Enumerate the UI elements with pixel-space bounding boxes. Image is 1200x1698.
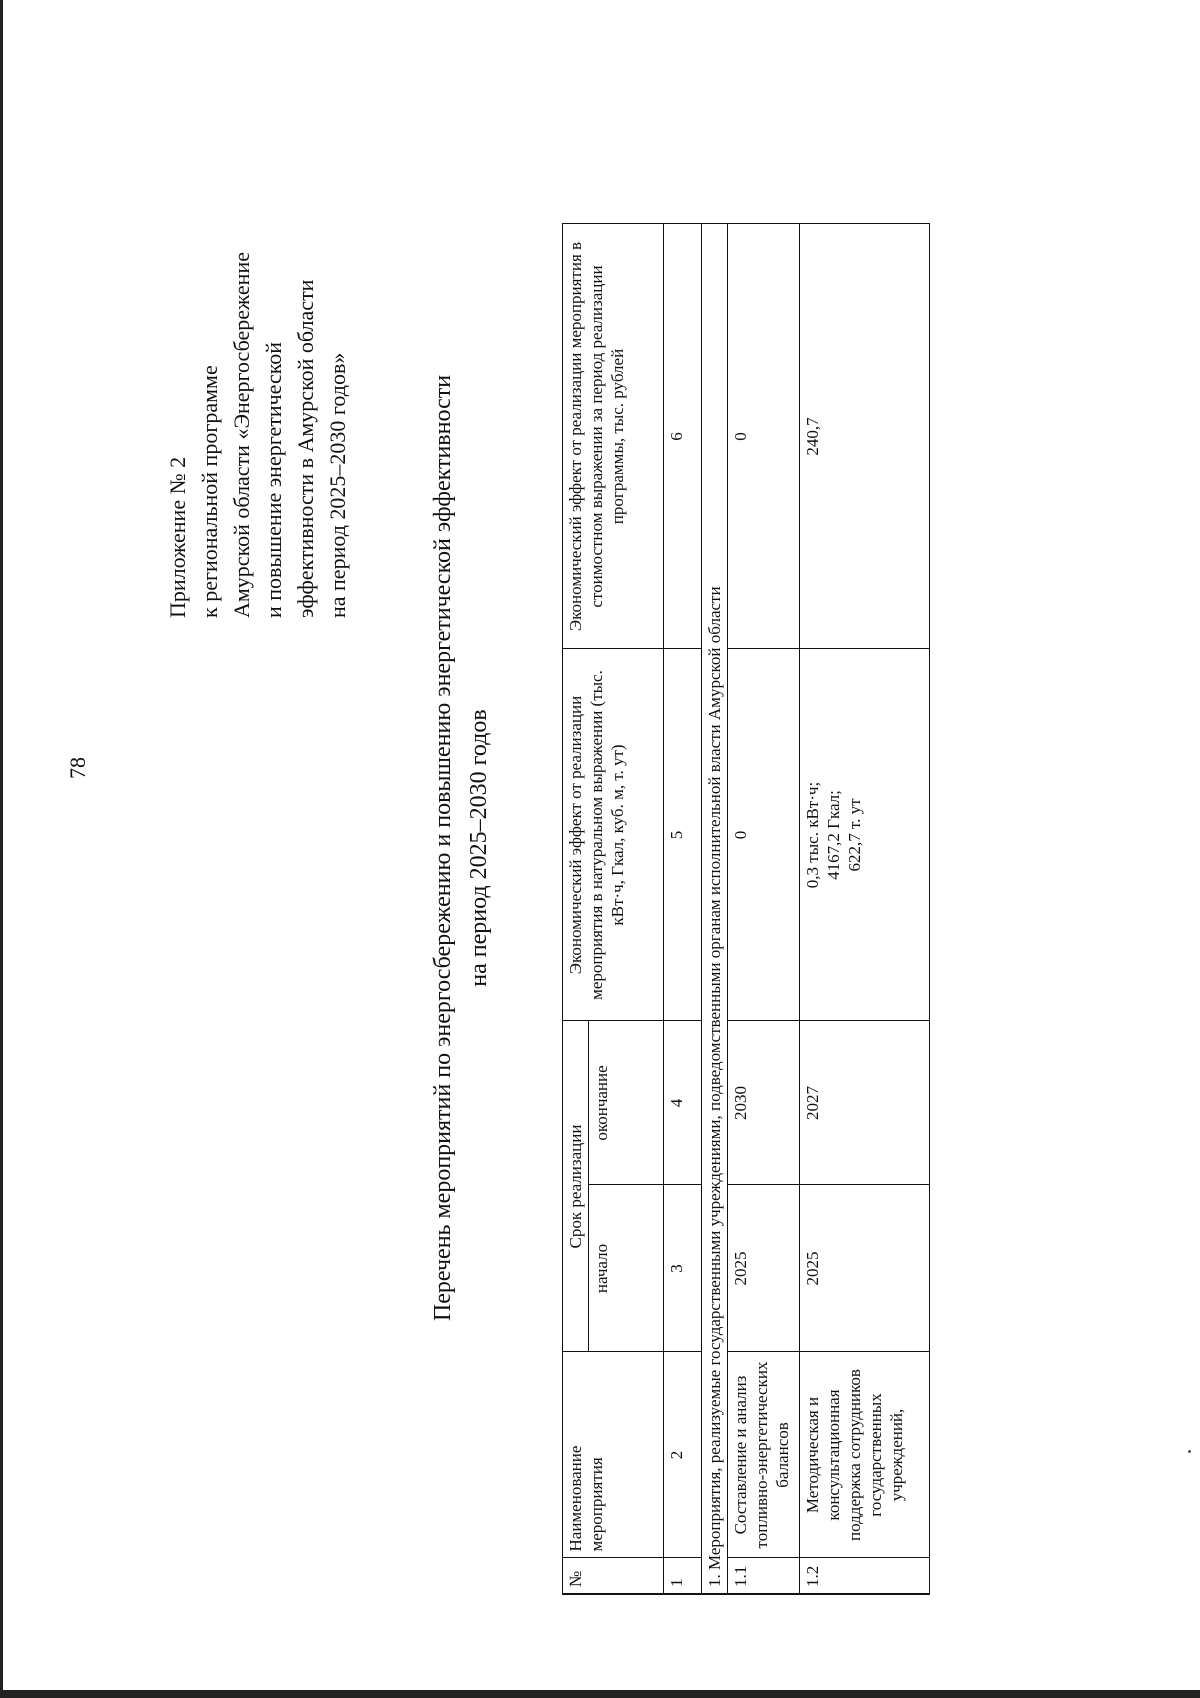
effect-natural-line: 0,3 тыс. кВт·ч; [803, 781, 822, 889]
row-effect-natural [800, 649, 930, 1021]
effect-natural-line: 622,7 т. ут [845, 798, 864, 872]
header-period: Срок реализации [563, 1021, 589, 1352]
title-line-1: Перечень мероприятий по энергосбережению и повышению энергетической эффективности [430, 374, 456, 1322]
row-name: Методическая и консультационная поддержка сотрудников государственных учреждений, [800, 1352, 930, 1558]
appendix-block [162, 138, 354, 618]
column-number: 4 [664, 1021, 702, 1185]
column-number: 5 [664, 649, 702, 1021]
row-end: 2027 [800, 1021, 930, 1185]
title-line-2: на период 2025–2030 годов [466, 709, 492, 987]
appendix-line: эффективности в Амурской области [293, 279, 318, 618]
appendix-line: на период 2025–2030 годов» [325, 352, 350, 618]
row-effect-money: 0 [728, 224, 800, 649]
section-heading: 1. Мероприятия, реализуемые государственными учреждениями, подведомственными органам исполнительной власти Амурской области [702, 224, 728, 1594]
appendix-line: Приложение № 2 [165, 456, 190, 618]
row-start: 2025 [800, 1185, 930, 1352]
header-start: начало [589, 1185, 664, 1352]
table-row [800, 224, 930, 1594]
document-title [425, 198, 497, 1498]
header-effect-money: Экономический эффект от реализации мероприятия в стоимостном выражении за период реализации программы, тыс. рублей [563, 224, 664, 649]
row-effect-natural: 0 [728, 649, 800, 1021]
row-name: Составление и анализ топливно-энергетических балансов [728, 1352, 800, 1558]
column-numbers-row [664, 224, 702, 1594]
page-number: 78 [65, 757, 90, 779]
appendix-line: к региональной программе [197, 365, 222, 618]
appendix-line: Амурской области «Энергосбережение [229, 252, 254, 618]
column-number: 3 [664, 1185, 702, 1352]
header-num: № [563, 1558, 664, 1594]
column-number: 6 [664, 224, 702, 649]
row-start: 2025 [728, 1185, 800, 1352]
header-effect-natural: Экономический эффект от реализации мероприятия в натуральном выражении (тыс. кВт·ч, Гкал, куб. м, т. ут) [563, 649, 664, 1021]
measures-table [562, 224, 930, 1596]
row-num: 1.1 [728, 1558, 800, 1594]
header-row [563, 224, 589, 1594]
column-number: 1 [664, 1558, 702, 1594]
column-number: 2 [664, 1352, 702, 1558]
row-effect-money: 240,7 [800, 224, 930, 649]
row-end: 2030 [728, 1021, 800, 1185]
row-num: 1.2 [800, 1558, 930, 1594]
header-name: Наименование мероприятия [563, 1352, 664, 1558]
header-end: окончание [589, 1021, 664, 1185]
table-row [728, 224, 800, 1594]
effect-natural-line: 4167,2 Гкал; [824, 790, 843, 880]
appendix-line: и повышение энергетической [261, 341, 286, 618]
section-row [702, 224, 728, 1594]
